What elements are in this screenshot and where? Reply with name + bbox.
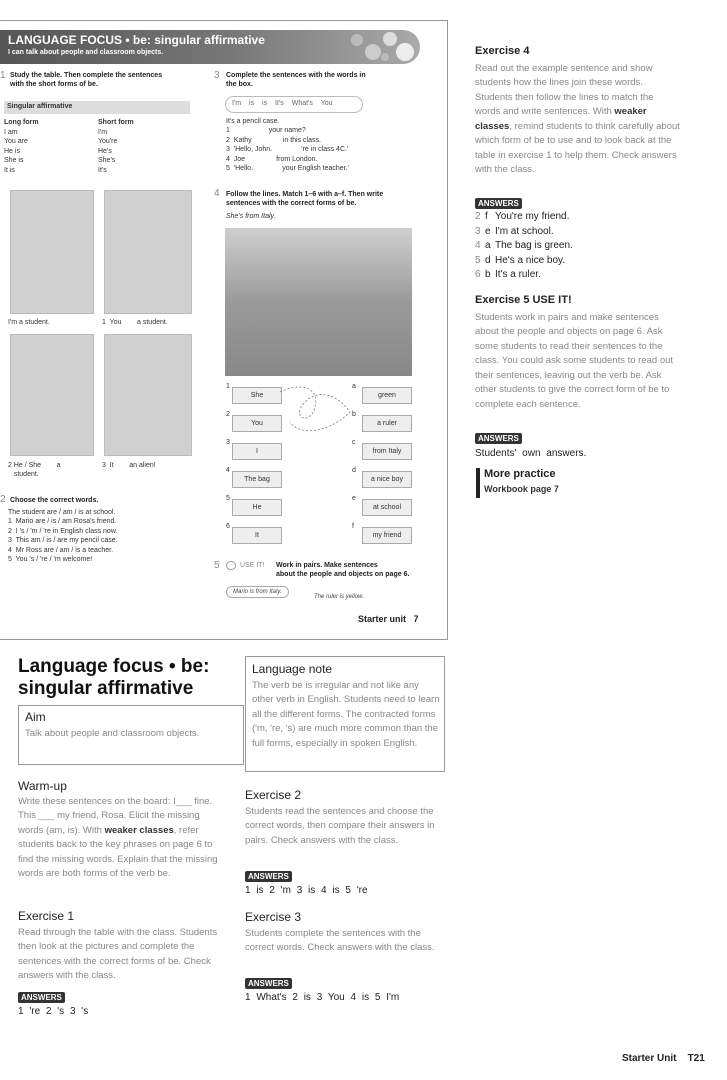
match-number: 5 xyxy=(226,495,230,502)
aim-body: Talk about people and classroom objects. xyxy=(25,728,200,739)
ex1-notes: Read through the table with the class. Students then look at the pictures and complete the sentences with the correct forms of be. Check answers with the class. xyxy=(18,927,218,982)
match-left-box: I xyxy=(232,443,282,460)
match-right-box: from Italy xyxy=(362,443,412,460)
match-letter: b xyxy=(352,411,356,418)
answer-letter: a xyxy=(485,240,491,251)
ex2-title: Exercise 2 xyxy=(245,788,302,802)
ex1-instruction: Study the table. Then complete the sentences with the short forms of be. xyxy=(10,72,163,89)
ex4-answers-badge: ANSWERS xyxy=(475,198,522,209)
ex4-answer-row xyxy=(475,240,573,251)
answer-number: 6 xyxy=(475,269,481,280)
warmup-title: Warm-up xyxy=(18,779,67,793)
alien-illustration xyxy=(104,334,192,456)
caption-1: I'm a student. xyxy=(8,319,50,326)
ex1-answers: 1 're 2 's 3 's xyxy=(18,1006,89,1017)
table-long-head: Long form xyxy=(4,119,39,126)
match-letter: f xyxy=(352,523,354,530)
match-letter: d xyxy=(352,467,356,474)
match-number: 4 xyxy=(226,467,230,474)
answer-number: 3 xyxy=(475,225,481,237)
couple-illustration xyxy=(10,334,94,456)
ex3-title: Exercise 3 xyxy=(245,910,302,924)
match-number: 6 xyxy=(226,523,230,530)
page-title: Language focus • be: singular affirmative xyxy=(18,656,210,699)
more-practice-title: More practice xyxy=(484,468,556,480)
match-right-box: a nice boy xyxy=(362,471,412,488)
answer-text: He's a nice boy. xyxy=(495,254,566,266)
match-left-box: The bag xyxy=(232,471,282,488)
answer-letter: f xyxy=(485,211,488,222)
answer-letter: b xyxy=(485,269,491,280)
match-left-box: You xyxy=(232,415,282,432)
ex3-answers: 1 What's 2 is 3 You 4 is 5 I'm xyxy=(245,992,400,1003)
ex4-answer-row xyxy=(475,255,565,266)
ex5-use-it: USE IT! xyxy=(240,562,265,569)
ex4-answer-row xyxy=(475,226,554,237)
aim-title: Aim xyxy=(25,710,46,724)
ex5-bubble-1: Mario is from Italy. xyxy=(226,586,289,598)
ex5-instruction: Work in pairs. Make sentences about the people and objects on page 6. xyxy=(276,562,410,579)
answer-letter: d xyxy=(485,254,491,266)
ex3-word-box: I'm is is It's What's You xyxy=(225,96,363,113)
answer-text: You're my friend. xyxy=(495,211,570,222)
answer-letter: e xyxy=(485,225,491,237)
ex2-answers-badge: ANSWERS xyxy=(245,871,292,882)
warmup-body: Write these sentences on the board: I___ fine. This ___ my friend, Rosa. Elicit the missing words (am, is). With weaker classes, refer students back to the key phrases on page 6 to find the missing words. Explain that the missing words are both forms of the verb be. xyxy=(18,796,218,880)
ex5-title: Exercise 5 USE IT! xyxy=(475,294,572,306)
ex4-number: 4 xyxy=(214,188,220,199)
girl-colosseum-photo xyxy=(225,228,412,376)
answer-number: 4 xyxy=(475,240,481,251)
banner-title: LANGUAGE FOCUS • be: singular affirmative xyxy=(8,33,265,47)
answer-number: 5 xyxy=(475,254,481,266)
language-note-title: Language note xyxy=(252,662,333,676)
language-note-body: The verb be is irregular and not like any other verb in English. Students need to learn all the different forms. The contracted forms ('m, 're, 's) are much more common than the full forms, especially in spoken English. xyxy=(252,680,440,749)
answer-number: 2 xyxy=(475,211,481,222)
ex4-answer-row xyxy=(475,211,569,222)
match-letter: a xyxy=(352,383,356,390)
answer-text: The bag is green. xyxy=(495,240,573,251)
ex1-answers-badge: ANSWERS xyxy=(18,992,65,1003)
ex2-sentences: The student are / am / is at school. 1 Mario are / is / am Rosa's friend. 2 I 's / 'm / 're in English class now. 3 This am / is / are my pencil case. 4 Mr Ross are / am / is a teacher. 5 You 's / 're / 'm welcome! xyxy=(8,509,118,564)
ex1-title: Exercise 1 xyxy=(18,909,75,923)
ex3-notes: Students complete the sentences with the correct words. Check answers with the class. xyxy=(245,928,435,954)
match-right-box: a ruler xyxy=(362,415,412,432)
match-right-box: green xyxy=(362,387,412,404)
ex3-number: 3 xyxy=(214,70,220,81)
match-number: 3 xyxy=(226,439,230,446)
ex5-number: 5 xyxy=(214,560,220,571)
girl-illustration xyxy=(104,190,192,314)
match-left-box: It xyxy=(232,527,282,544)
ex3-instruction: Complete the sentences with the words in the box. xyxy=(226,72,366,89)
table-long-forms: I am You are He is She is It is xyxy=(4,129,28,174)
speech-bubble-icon xyxy=(226,561,236,570)
tangled-lines xyxy=(270,382,360,442)
ex5-answer: Students' own answers. xyxy=(475,448,587,459)
banner-decoration xyxy=(345,30,420,64)
sb-footer: Starter unit 7 xyxy=(358,614,419,624)
ex5-notes: Students work in pairs and make sentences about the people and objects on page 6. Ask some students to read their sentences to the class. You could ask some students to read out their sentences, leaving out the verb be. Ask other students to give the correct form of be to complete each sentence. xyxy=(475,312,674,410)
match-left-box: She xyxy=(232,387,282,404)
ex4-example: She's from Italy. xyxy=(226,213,276,220)
ex5-answers-badge: ANSWERS xyxy=(475,433,522,444)
answer-text: It's a ruler. xyxy=(495,269,541,280)
ex3-answers-badge: ANSWERS xyxy=(245,978,292,989)
table-short-head: Short form xyxy=(98,119,134,126)
ex4-answer-row xyxy=(475,269,541,280)
caption-4: 3 It an alien! xyxy=(102,462,156,469)
more-practice-link: Workbook page 7 xyxy=(484,484,559,494)
ex2-notes: Students read the sentences and choose the correct words, then compare their answers in pairs. Check answers with the class. xyxy=(245,806,435,846)
ex4-instruction: Follow the lines. Match 1–6 with a–f. Then write sentences with the correct forms of be. xyxy=(226,191,384,208)
caption-3: 2 He / She a student. xyxy=(8,462,61,479)
match-letter: c xyxy=(352,439,356,446)
match-left-box: He xyxy=(232,499,282,516)
ex2-instruction: Choose the correct words. xyxy=(10,497,99,504)
ex4-title: Exercise 4 xyxy=(475,45,530,57)
table-short-forms: I'm You're He's She's It's xyxy=(98,129,118,174)
caption-2: 1 You a student. xyxy=(102,319,168,326)
match-right-box: at school xyxy=(362,499,412,516)
more-practice-bar xyxy=(476,468,480,498)
ex4-notes: Read out the example sentence and show students how the lines join these words. Students then follow the lines to match the words and write sentences. With weaker classes, remind students to think carefully about which form of be to use and to look back at the table in exercise 1 to help them. Check answers with the class. xyxy=(475,63,680,176)
match-letter: e xyxy=(352,495,356,502)
ex3-sentences: It's a pencil case. 1 your name? 2 Kathy in this class. 3 'Hello, John. 're in class 4C.' 4 Joe from London. 5 'Hello. your English teacher.' xyxy=(226,118,349,173)
ex5-bubble-2: The ruler is yellow. xyxy=(314,594,364,600)
match-right-box: my friend xyxy=(362,527,412,544)
student-illustration xyxy=(10,190,94,314)
table-heading: Singular affirmative xyxy=(4,101,190,114)
ex2-number: 2 xyxy=(0,494,6,505)
ex2-answers: 1 is 2 'm 3 is 4 is 5 're xyxy=(245,885,368,896)
answer-text: I'm at school. xyxy=(495,225,554,237)
match-number: 2 xyxy=(226,411,230,418)
ex1-number: 1 xyxy=(0,70,6,81)
banner-subtitle: I can talk about people and classroom objects. xyxy=(8,49,164,56)
page-footer: Starter Unit T21 xyxy=(622,1053,705,1064)
match-number: 1 xyxy=(226,383,230,390)
